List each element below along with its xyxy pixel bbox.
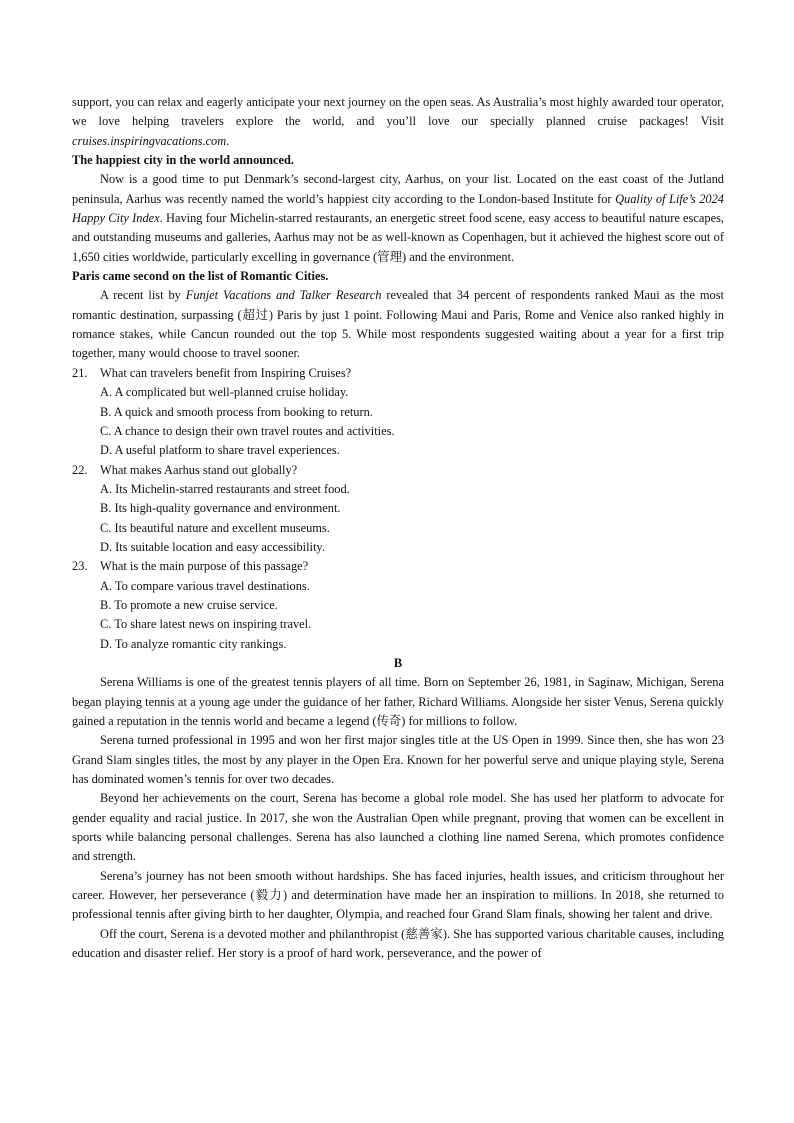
romantic-text-a: A recent list by [100, 288, 186, 303]
aarhus-index-title: Quality of Life’s 2024 Happy City Index [72, 191, 724, 226]
continuation-text: support, you can relax and eagerly anticipate your next journey on the open seas. As Australia’s most highly awarded tour operator, we love helping travelers explore the world, and you’ll love our specially planned cruise packages! Visit [72, 95, 724, 129]
option-b: B. A quick and smooth process from booking to return. [100, 404, 373, 419]
romantic-source: Funjet Vacations and Talker Research [185, 288, 382, 303]
section-label-b: B [393, 655, 403, 670]
question-stem: What can travelers benefit from Inspiring Cruises? [100, 365, 352, 380]
option-c: C. To share latest news on inspiring travel. [100, 617, 312, 632]
romantic-text-b: revealed that 34 percent of respondents ranked Maui as the most romantic destination, surpassing (超过) Paris by just 1 point. Following Maui and Paris, Rome and Venice also ranked highly in romance stakes, while Cancun rounded out the top 5. While most respondents suggested waiting about a year for a first trip together, many would choose to travel sooner. [72, 288, 724, 361]
option-a: A. Its Michelin-starred restaurants and street food. [100, 481, 350, 496]
passage-a-continuation [72, 93, 724, 151]
option-a: A. A complicated but well-planned cruise holiday. [100, 385, 349, 400]
option-c: C. A chance to design their own travel routes and activities. [100, 423, 395, 438]
paragraph-serena-1: Serena Williams is one of the greatest tennis players of all time. Born on September 26, 1981, in Saginaw, Michigan, Serena began playing tennis at a young age under the guidance of her father, Richard Williams. Alongside her sister Venus, Serena quickly gained a reputation in the tennis world and became a legend (传奇) for millions to follow. [72, 675, 724, 728]
paragraph-serena-5: Off the court, Serena is a devoted mother and philanthropist (慈善家). She has supported various charitable causes, including education and disaster relief. Her story is a proof of hard work, perseverance, and the power of [72, 926, 724, 961]
continuation-end: . [226, 133, 230, 148]
cruise-website-link[interactable]: cruises.inspiringvacations.com [72, 133, 227, 148]
option-d: D. Its suitable location and easy accessibility. [100, 539, 325, 554]
question-number: 21. [72, 365, 88, 380]
question-number: 23. [72, 559, 88, 574]
option-c: C. Its beautiful nature and excellent museums. [100, 520, 330, 535]
paragraph-serena-3: Beyond her achievements on the court, Serena has become a global role model. She has used her platform to advocate for gender equality and racial justice. In 2017, she won the Australian Open while pregnant, proving that women can be excellent in sports while balancing personal challenges. Serena has also launched a clothing line named Serena, which promotes confidence and strength. [72, 791, 724, 864]
option-b: B. To promote a new cruise service. [100, 597, 278, 612]
option-d: D. To analyze romantic city rankings. [100, 636, 287, 651]
heading-romantic-cities: Paris came second on the list of Romantic Cities. [72, 269, 329, 284]
question-23 [72, 557, 724, 654]
question-21 [72, 364, 724, 461]
aarhus-text-b: . Having four Michelin-starred restaurants, an energetic street food scene, easy access to beautiful nature escapes, and outstanding museums and galleries, Aarhus may not be as well-known as Copenhagen, but it achieved the highest score out of 1,650 cities worldwide, particularly excelling in governance (管理) and the environment. [72, 211, 724, 264]
heading-happiest-city: The happiest city in the world announced. [72, 153, 295, 168]
question-22 [72, 461, 724, 558]
aarhus-text-a: Now is a good time to put Denmark’s second-largest city, Aarhus, on your list. Located on the east coast of the Jutland peninsula, Aarhus was recently named the world’s happiest city according to the London-based Institute for [72, 172, 724, 206]
question-number: 22. [72, 462, 88, 477]
question-stem: What makes Aarhus stand out globally? [100, 462, 298, 477]
option-a: A. To compare various travel destinations. [100, 578, 310, 593]
option-d: D. A useful platform to share travel experiences. [100, 443, 340, 458]
question-stem: What is the main purpose of this passage? [100, 559, 309, 574]
paragraph-aarhus [72, 170, 724, 267]
paragraph-serena-4: Serena’s journey has not been smooth without hardships. She has faced injuries, health issues, and criticism throughout her career. However, her perseverance (毅力) and determination have made her an inspiration to millions. In 2018, she returned to professional tennis after giving birth to her daughter, Olympia, and reached four Grand Slam finals, showing her talent and drive. [72, 868, 724, 922]
paragraph-serena-2: Serena turned professional in 1995 and won her first major singles title at the US Open in 1999. Since then, she has won 23 Grand Slam singles titles, the most by any player in the Open Era. Known for her powerful serve and unique playing style, Serena has dominated women’s tennis for over two decades. [72, 733, 724, 787]
document-page [72, 93, 724, 963]
option-b: B. Its high-quality governance and environment. [100, 501, 341, 516]
paragraph-romantic [72, 286, 724, 363]
